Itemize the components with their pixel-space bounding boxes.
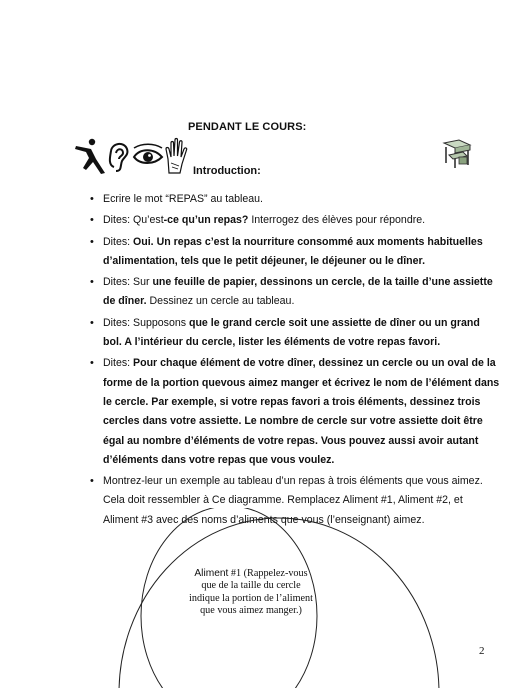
ear-icon [110, 144, 128, 171]
food-item-label: Aliment #1 (Rappelez-vous que de la taille du cercle indique la portion de l’aliment que vous aimez manger.) [189, 568, 313, 617]
list-item: • Dites: Sur une feuille de papier, dessinons un cercle, de la taille d’une assiette de dîner. Dessinez un cercle au tableau. [90, 273, 500, 312]
school-desk-icon [441, 139, 473, 169]
list-item: • Montrez-leur un exemple au tableau d’un repas à trois éléments que vous aimez. Cela doit ressembler à Ce diagramme. Remplacez Aliment #1, Aliment #2, et Aliment #3 avec des noms d’aliments que vous (l’enseignant) aimez. [90, 472, 500, 530]
section-heading: PENDANT LE COURS: [188, 121, 307, 133]
list-item: • Dites: Supposons que le grand cercle soit une assiette de dîner ou un grand bol. A l’intérieur du cercle, lister les éléments de votre repas favori. [90, 314, 500, 353]
introduction-heading: Introduction: [193, 165, 261, 177]
list-item: • Dites: Pour chaque élément de votre dîner, dessinez un cercle ou un oval de la forme de la portion quevous aimez manger et écrivez le nom de l’élément dans le cercle. Par exemple, si votre repas favori a trois éléments, dessinez trois cercles dans votre assiette. Le nombre de cercle sur votre assiette doit être égal au nombre d’éléments de votre repas. Vous pouvez aussi avoir autant d’éléments dans votre repas que vous voulez. [90, 354, 500, 470]
eye-icon [134, 144, 162, 163]
page-number: 2 [479, 645, 485, 657]
list-item: • Ecrire le mot “REPAS” au tableau. [90, 190, 500, 209]
learning-styles-icons [72, 137, 192, 177]
hand-icon [166, 139, 187, 174]
instruction-list [90, 190, 500, 530]
exercise-figure-icon [75, 139, 105, 174]
list-item: • Dites: Qu’est-ce qu’un repas? Interrogez des élèves pour répondre. [90, 211, 500, 230]
list-item: • Dites: Oui. Un repas c’est la nourriture consommé aux moments habituelles d’alimentation, tels que le petit déjeuner, le déjeuner ou le dîner. [90, 233, 500, 272]
